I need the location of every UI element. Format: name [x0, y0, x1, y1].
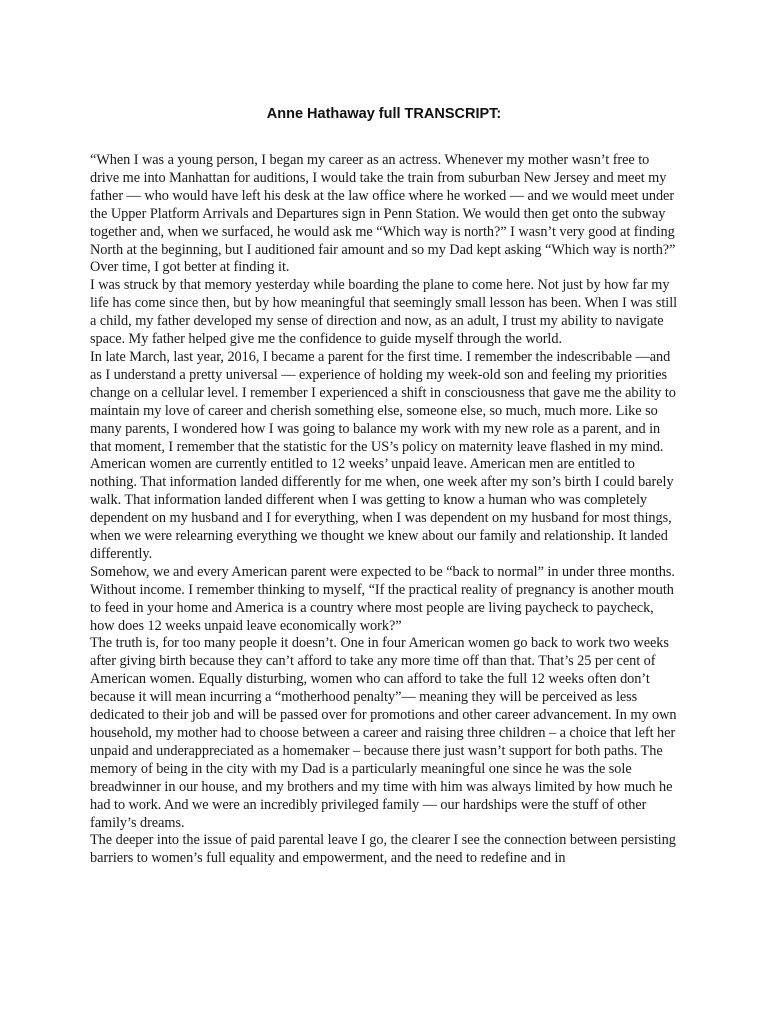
- paragraph-6: The truth is, for too many people it doesn’t. One in four American women go back to work two weeks after giving birth because they can’t afford to take any more time off than that. That’s 25 per cent of American women. Equally disturbing, women who can afford to take the full 12 weeks often don’t because it will mean incurring a “motherhood penalty”— meaning they will be perceived as less dedicated to their job and will be passed over for promotions and other career advancement. In my own household, my mother had to choose between a career and raising three children – a choice that left her unpaid and underappreciated as a homemaker – because there just wasn’t support for both paths. The memory of being in the city with my Dad is a particularly meaningful one since he was the sole breadwinner in our house, and my brothers and my time with him was always limited by how much he had to work. And we were an incredibly privileged family — our hardships were the stuff of other family’s dreams.: [90, 635, 677, 831]
- paragraph-4: American women are currently entitled to 12 weeks’ unpaid leave. American men are entitled to nothing. That information landed differently for me when, one week after my son’s birth I could barely walk. That information landed different when I was getting to know a human who was completely dependent on my husband and I for everything, when I was dependent on my husband for most things, when we were relearning everything we thought we knew about our family and relationship. It landed differently.: [90, 456, 674, 562]
- paragraph-5: Somehow, we and every American parent were expected to be “back to normal” in under three months. Without income. I remember thinking to myself, “If the practical reality of pregnancy is another mouth to feed in your home and America is a country where most people are living paycheck to paycheck, how does 12 weeks unpaid leave economically work?”: [90, 563, 675, 634]
- paragraph-2: I was struck by that memory yesterday while boarding the plane to come here. Not just by how far my life has come since then, but by how meaningful that seemingly small lesson has been. When I was still a child, my father developed my sense of direction and now, as an adult, I trust my ability to navigate space. My father helped give me the confidence to guide myself through the world.: [90, 277, 678, 348]
- transcript-body: [90, 152, 680, 868]
- paragraph-3: In late March, last year, 2016, I became a parent for the first time. I remember the indescribable —and as I understand a pretty universal — experience of holding my week-old son and feeling my priorities change on a cellular level. I remember I experienced a shift in consciousness that gave me the ability to maintain my love of career and cherish something else, someone else, so much, much more. Like so many parents, I wondered how I was going to balance my work with my new role as a parent, and in that moment, I remember that the statistic for the US’s policy on maternity leave flashed in my mind.: [90, 348, 676, 455]
- paragraph-7: The deeper into the issue of paid parental leave I go, the clearer I see the connection between persisting barriers to women’s full equality and empowerment, and the need to redefine and in: [90, 832, 676, 867]
- paragraph-1: “When I was a young person, I began my career as an actress. Whenever my mother wasn’t free to drive me into Manhattan for auditions, I would take the train from suburban New Jersey and meet my father — who would have left his desk at the law office where he worked — and we would meet under the Upper Platform Arrivals and Departures sign in Penn Station. We would then get onto the subway together and, when we surfaced, he would ask me “Which way is north?” I wasn’t very good at finding North at the beginning, but I auditioned fair amount and so my Dad kept asking “Which way is north?” Over time, I got better at finding it.: [90, 152, 676, 276]
- document-title: Anne Hathaway full TRANSCRIPT:: [266, 106, 502, 122]
